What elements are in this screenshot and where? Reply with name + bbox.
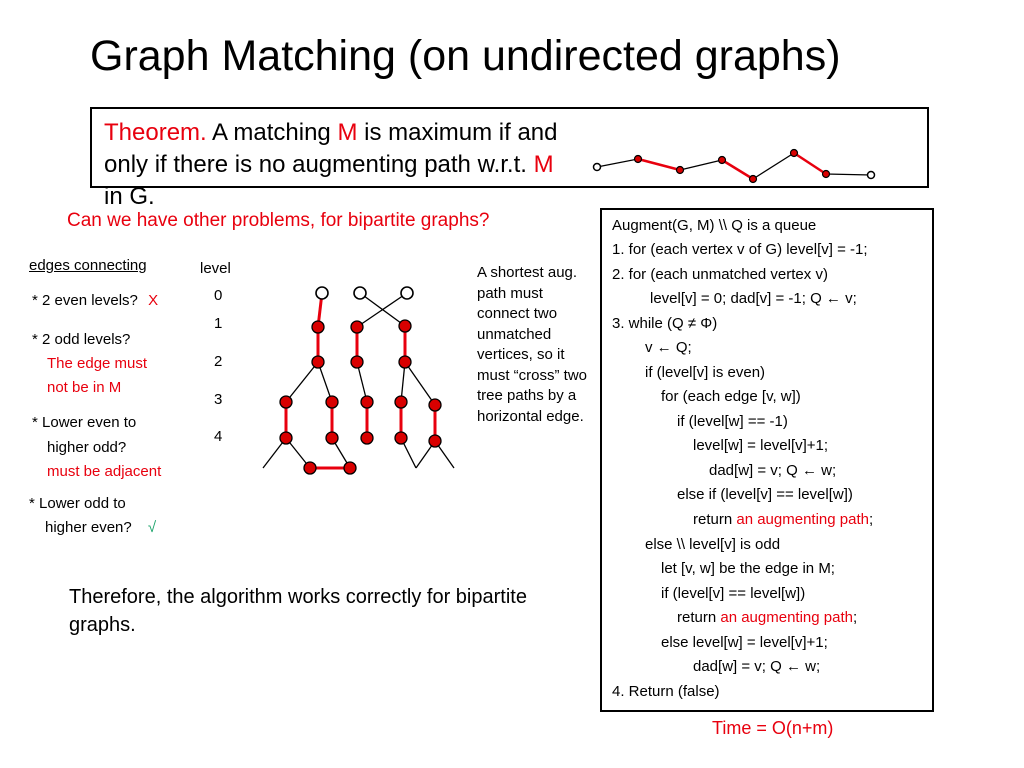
level-number-4: 4 [214, 428, 223, 445]
tree-vertex [280, 432, 292, 444]
algo-line-17: else level[w] = level[v]+1; [661, 634, 828, 651]
tree-edges [263, 293, 454, 468]
tree-vertex [399, 320, 411, 332]
algo-line-2: 2. for (each unmatched vertex v) [612, 266, 828, 283]
case-even-even-mark: X [148, 292, 159, 309]
conclusion-text: Therefore, the algorithm works correctly for bipartite graphs. [69, 586, 527, 636]
tree-vertex [326, 396, 338, 408]
case-even-odd-2: higher odd? [47, 439, 127, 456]
algo-line-15: if (level[v] == level[w]) [661, 585, 806, 602]
tree-vertices [280, 287, 441, 474]
algorithm-box [600, 208, 934, 712]
level-number-2: 2 [214, 353, 223, 370]
check-mark-icon: √ [147, 519, 157, 536]
case-odd-odd-note-2: not be in M [47, 379, 122, 396]
algo-line-14: let [v, w] be the edge in M; [661, 560, 835, 577]
level-heading: level [200, 260, 231, 277]
tree-vertex [429, 399, 441, 411]
tree-vertex [312, 321, 324, 333]
theorem-m1: M [337, 119, 358, 146]
algo-line-16-suffix: ; [852, 609, 858, 626]
algo-line-3: level[v] = 0; dad[v] = -1; Q ← v; [650, 290, 857, 307]
level-number-3: 3 [214, 391, 223, 408]
tree-vertex [304, 462, 316, 474]
theorem-m2: M [533, 151, 554, 178]
case-odd-odd: * 2 odd levels? [32, 331, 131, 348]
tree-vertex [399, 356, 411, 368]
tree-root-free [316, 287, 328, 299]
algo-line-16-prefix: return [677, 609, 721, 626]
tree-vertex [351, 356, 363, 368]
case-even-odd-1: * Lower even to [32, 414, 137, 431]
slide-title: Graph Matching (on undirected graphs) [90, 32, 841, 80]
algo-line-7: for (each edge [v, w]) [661, 388, 801, 405]
edges-connecting-heading: edges connecting [29, 257, 147, 274]
algo-line-4: 3. while (Q ≠ Φ) [612, 315, 718, 332]
algo-line-1: 1. for (each vertex v of G) level[v] = -1; [612, 241, 868, 258]
algo-line-13: else \\ level[v] is odd [645, 536, 781, 553]
algo-line-12-prefix: return [693, 511, 737, 528]
tree-vertex [351, 321, 363, 333]
tree-vertex [395, 396, 407, 408]
algo-line-10: dad[w] = v; Q ← w; [709, 462, 837, 479]
algo-line-12 [693, 511, 873, 529]
tree-vertex [361, 432, 373, 444]
theorem-part3: in G. [104, 183, 155, 210]
theorem-part2: is maximum if and only if there is no augmenting path w.r.t. [104, 119, 558, 178]
tree-vertex [429, 435, 441, 447]
theorem-part1: A matching [206, 119, 338, 146]
tree-vertex [395, 432, 407, 444]
algo-line-18: dad[w] = v; Q ← w; [693, 658, 821, 675]
tree-root-free [354, 287, 366, 299]
level-number-1: 1 [214, 315, 223, 332]
tree-vertex [312, 356, 324, 368]
tree-edge [405, 362, 435, 405]
algo-line-11: else if (level[v] == level[w]) [677, 486, 853, 503]
algo-line-12-highlight: an augmenting path [736, 511, 869, 528]
tree-edge [286, 362, 318, 402]
case-odd-even-1: * Lower odd to [29, 495, 126, 512]
algo-line-12-suffix: ; [868, 511, 874, 528]
case-odd-even-2-label: higher even? [45, 519, 132, 536]
algo-line-9: level[w] = level[v]+1; [693, 437, 829, 454]
tree-vertex [280, 396, 292, 408]
level-number-0: 0 [214, 287, 223, 304]
algo-line-6: if (level[v] is even) [645, 364, 766, 381]
algo-line-16 [677, 609, 857, 627]
algo-line-5: v ← Q; [645, 339, 692, 356]
algo-line-19: 4. Return (false) [612, 683, 720, 700]
algo-line-0: Augment(G, M) \\ Q is a queue [612, 217, 817, 234]
augmenting-path-note: A shortest aug. path must connect two unmatched vertices, so it must “cross” two tree paths by a horizontal edge. [477, 264, 588, 425]
tree-root-free [401, 287, 413, 299]
case-even-odd-note: must be adjacent [47, 463, 162, 480]
time-complexity: Time = O(n+m) [712, 718, 834, 738]
case-odd-odd-note-1: The edge must [47, 355, 148, 372]
algo-line-8: if (level[w] == -1) [677, 413, 788, 430]
question-heading: Can we have other problems, for bipartite graphs? [67, 210, 490, 231]
algo-line-16-highlight: an augmenting path [720, 609, 853, 626]
tree-vertex [344, 462, 356, 474]
tree-vertex [326, 432, 338, 444]
tree-vertex [361, 396, 373, 408]
case-even-even-label: * 2 even levels? [32, 292, 138, 309]
theorem-label: Theorem. [104, 119, 207, 146]
